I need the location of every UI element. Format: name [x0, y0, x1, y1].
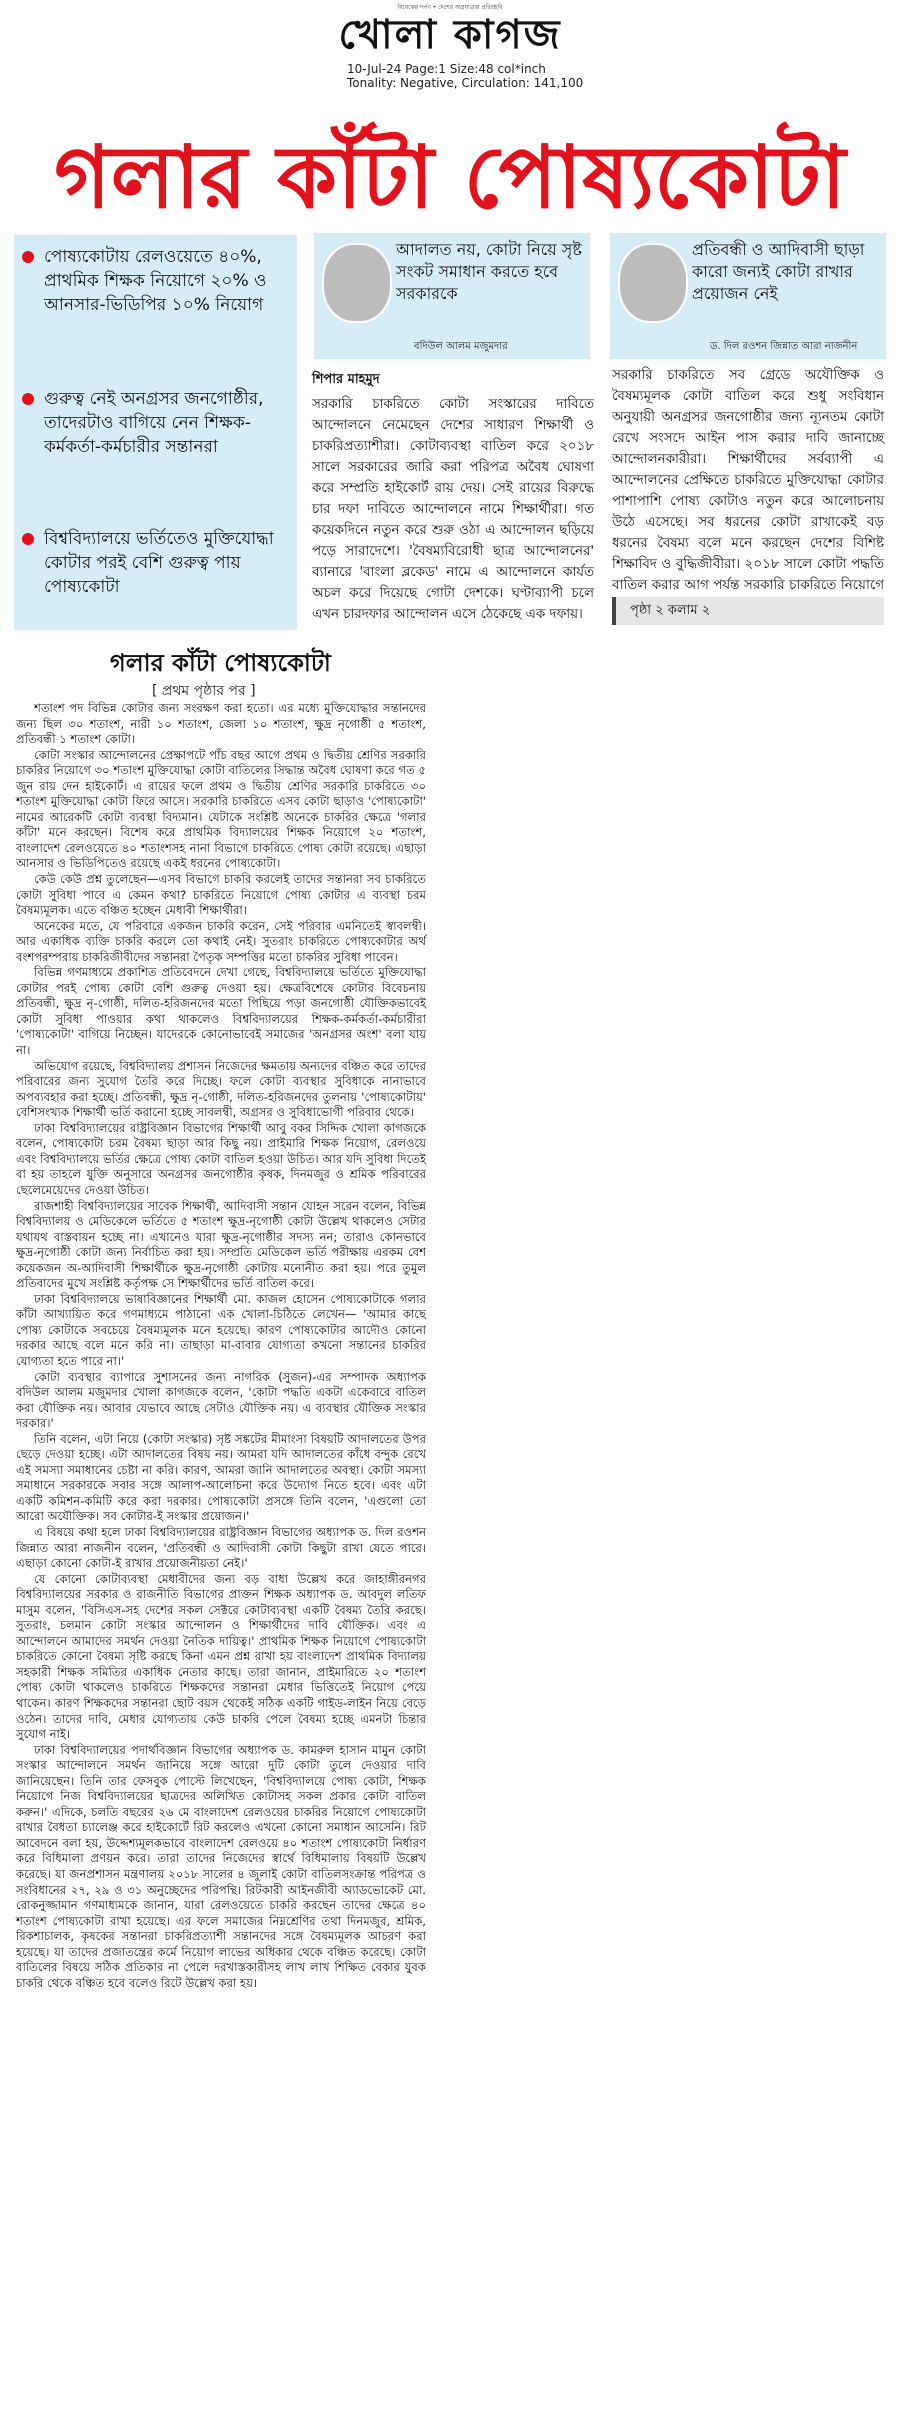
body-paragraph: ঢাকা বিশ্ববিদ্যালয়ে ভাষাবিজ্ঞানের শিক্ষার্থী মো. কাজল হোসেন পোষ্যকোটাকে গলার কাঁটা আখ্যায়িত করে গণমাধ্যমে পাঠানো এক খোলা-চিঠিতে লেখেন— 'আমার কাছে পোষ্য কোটাকে সবচেয়ে বৈষম্যমূলক মনে হয়েছে। কারণ পোষ্যকোটার আদৌও কোনো দরকার আছে বলে মনে করি না। তাছাড়া মা-বাবার যোগ্যতা কখনো সন্তানের চাকরির যোগ্যতা হতে পারে না।'	[16, 1291, 426, 1368]
body-paragraph: কোটা ব্যবস্থার ব্যাপারে সুশাসনের জন্য নাগরিক (সুজন)-এর সম্পাদক অধ্যাপক বদিউল আলম মজুমদার খোলা কাগজকে বলেন, 'কোটা পদ্ধতি একটা একেবারে বাতিল করা যৌক্তিক নয়। আবার যেভাবে আছে সেটাও যৌক্তিক নয়। এ ব্যবস্থার যৌক্তিক সংস্কার দরকার।'	[16, 1369, 426, 1431]
quote-name: ড. দিল রওশন জিন্নাত আরা নাজনীন	[710, 341, 858, 352]
body-paragraph: কেউ কেউ প্রশ্ন তুলেছেন—এসব বিভাগে চাকরি করলেই তাদের সন্তানরা সব চাকরিতে কোটা সুবিধা পাবে এ কেমন কথা? চাকরিতে নিয়োগে পোষ্য কোটার এ ব্যবস্থা চরম বৈষম্যমূলক। এতে বঞ্চিত হচ্ছেন মেধাবী শিক্ষার্থীরা।	[16, 872, 426, 918]
headline: গলার কাঁটা পোষ্যকোটা	[54, 128, 846, 228]
body-paragraph: বিভিন্ন গণমাধ্যমে প্রকাশিত প্রতিবেদনে দেখা গেছে, বিশ্ববিদ্যালয়ে ভর্তিতে মুক্তিযোদ্ধা কোটার পরই পোষ্য কোটা বেশি গুরুত্ব দেওয়া হয়। ক্ষেত্রবিশেষে কোটার বিবেচনায় প্রতিবন্ধী, ক্ষুদ্র নৃ-গোষ্ঠী, দলিত-হরিজনদের মতো পিছিয়ে পড়া জনগোষ্ঠী যৌক্তিকভাবেই কোটা সুবিধা পাওয়ার কথা থাকলেও বিশ্ববিদ্যালয়ের শিক্ষক-কর্মকর্তা-কর্মচারীরা 'পোষ্যকোটা' বাগিয়ে নিচ্ছেন। যাদেরকে কোনোভাবেই সমাজের 'অনগ্রসর অংশ' বলা যায় না।	[16, 965, 426, 1058]
clipping-meta-line-1: 10-Jul-24 Page:1 Size:48 col*inch	[347, 62, 546, 76]
bullet-icon	[22, 533, 34, 545]
continued-note: পৃষ্ঠা ২ কলাম ২	[612, 597, 884, 625]
clipping-meta	[347, 62, 583, 90]
body-paragraph: ঢাকা বিশ্ববিদ্যালয়ের রাষ্ট্রবিজ্ঞান বিভাগের শিক্ষার্থী আবু বকর সিদ্দিক খোলা কাগজকে বলেন, পোষ্যকোটা চরম বৈষম্য ছাড়া আর কিছু নয়। প্রাইমারি শিক্ষক নিয়োগ, রেলওয়ে এবং বিশ্ববিদ্যালয়ে ভর্তির ক্ষেত্রে পোষ্য কোটা বাতিল হওয়া উচিত। আর যদি সুবিধা দিতেই বা হয় তাহলে যুক্তি অনুসারে অনগ্রসর জনগোষ্ঠীর কৃষক, দিনমজুর ও শ্রমিক পরিবারের ছেলেমেয়েদের দেওয়া উচিত।	[16, 1120, 426, 1197]
intro-column-2: সরকারি চাকরিতে সব গ্রেডে অযৌক্তিক ও বৈষম্যমূলক কোটা বাতিল করে শুধু সংবিধান অনুযায়ী অনগ্রসর জনগোষ্ঠীর জন্য ন্যূনতম কোটা রেখে সংসদে আইন পাস করার দাবি জানাচ্ছে আন্দোলনকারীরা। শিক্ষার্থীদের সর্বব্যাপী এ আন্দোলনের প্রেক্ষিতে চাকরিতে মুক্তিযোদ্ধা কোটার পাশাপাশি পোষ্য কোটাও নতুন করে আলোচনায় উঠে এসেছে। সব ধরনের কোটা রাখাকেই বড় ধরনের বৈষম্য বলে মনে করছেন দেশের বিশিষ্ট শিক্ষাবিদ ও বুদ্ধিজীবীরা। ২০১৮ সালে কোটা পদ্ধতি বাতিল করার আগ পর্যন্ত সরকারি চাকরিতে নিয়োগে	[612, 368, 884, 593]
quote-name: বদিউল আলম মজুমদার	[414, 341, 508, 352]
highlights-panel	[14, 235, 297, 630]
masthead	[290, 2, 610, 60]
body-paragraph: অভিযোগ রয়েছে, বিশ্ববিদ্যালয় প্রশাসন নিজেদের ক্ষমতায় অন্যদের বঞ্চিত করে তাদের পরিবারের জন্য সুযোগ তৈরি করে দিচ্ছে। ফলে কোটা ব্যবস্থার সুবিধাকে নানাভাবে অপব্যবহার করা হচ্ছে। প্রতিবন্ধী, ক্ষুদ্র নৃ-গোষ্ঠী, দলিত-হরিজনদের তুলনায় 'পোষ্যকোটায়' বেশিসংখ্যক শিক্ষার্থী ভর্তি করানো হচ্ছে সাবলম্বী, অগ্রসর ও সুবিধাভোগী পরিবার থেকে।	[16, 1058, 426, 1120]
bullet-icon	[22, 251, 34, 263]
intro-column-1: সরকারি চাকরিতে কোটা সংস্কারের দাবিতে আন্দোলনে নেমেছেন দেশের সাধারণ শিক্ষার্থী ও চাকরিপ্রত্যাশীরা। কোটাব্যবস্থা বাতিল করে ২০১৮ সালে সরকারের জারি করা পরিপত্র অবৈধ ঘোষণা করে সম্প্রতি হাইকোর্ট রায় দেয়। সেই রায়ের বিরুদ্ধে চার দফা দাবিতে আন্দোলনে নামে শিক্ষার্থীরা। গত কয়েকদিনে নতুন করে শুরু ওঠা এ আন্দোলন ছড়িয়ে পড়ে সারাদেশে। 'বৈষম্যবিরোধী ছাত্র আন্দোলনের' ব্যানারে 'বাংলা ব্লকেড' নামে এ আন্দোলনে কার্যত অচল করে দিয়েছে গোটা দেশকে। ঘণ্টাব্যাপী চলে এখন চারদফার আন্দোলন এসে ঠেকেছে এক দফায়।	[312, 397, 594, 622]
highlight-text: গুরুত্ব নেই অনগ্রসর জনগোষ্ঠীর, তাদেরটাও বাগিয়ে নেন শিক্ষক-কর্মকর্তা-কর্মচারীর সন্তানরা	[44, 389, 264, 457]
bullet-icon	[22, 393, 34, 405]
article-body	[16, 701, 426, 1991]
quote-text: প্রতিবন্ধী ও আদিবাসী ছাড়া কারো জন্যই কোটা রাখার প্রয়োজন নেই	[692, 240, 865, 303]
quote-text: আদালত নয়, কোটা নিয়ে সৃষ্ট সংকট সমাধান করতে হবে সরকারকে	[396, 240, 582, 303]
highlight-item	[24, 387, 289, 459]
masthead-tagline: বিবেকের দর্পণ • দেশের অগ্রযাত্রার প্রতিচ্ছবি	[397, 4, 503, 11]
body-paragraph: কোটা সংস্কার আন্দোলনের প্রেক্ষাপটে পাঁচ বছর আগে প্রথম ও দ্বিতীয় শ্রেণির সরকারি চাকরির নিয়োগে ৩০ শতাংশ মুক্তিযোদ্ধা কোটা বাতিলের সিদ্ধান্ত অবৈধ ঘোষণা করে গত ৫ জুন রায় দেন হাইকোর্ট। এ রায়ের ফলে প্রথম ও দ্বিতীয় শ্রেণির সরকারি চাকরিতে ৩০ শতাংশ মুক্তিযোদ্ধা কোটা ফিরে আসে। সরকারি চাকরিতে এসব কোটা ছাড়াও 'পোষ্যকোটা' নামের আরেকটি কোটা ব্যবস্থা বিদ্যমান। যেটাকে সংশ্লিষ্ট অনেকে চাকরির ক্ষেত্রে 'গলার কাঁটা' মনে করছেন। বিশেষ করে প্রাথমিক বিদ্যালয়ের শিক্ষক নিয়োগে ২০ শতাংশ, বাংলাদেশ রেলওয়েতে ৪০ শতাংশসহ নানা বিভাগে চাকরিতে পোষ্য কোটা রয়েছে। এছাড়া আনসার ও ভিডিপিতেও রয়েছে একই ধরনের পোষ্যকোটা।	[16, 747, 426, 871]
body-paragraph: তিনি বলেন, এটা নিয়ে (কোটা সংস্কার) সৃষ্ট সঙ্কটের মীমাংসা বিষয়টি আদালতের উপর ছেড়ে দেওয়া হচ্ছে। এটা আদালতের বিষয় নয়। আমরা যদি আদালতের কাঁধে বন্দুক রেখে এই সমস্যা সমাধানের চেষ্টা না করি। কারণ, আমরা জানি আদালতের অবস্থা। কোটা সমস্যা সমাধানে সরকারকে সবার সঙ্গে আলাপ-আলোচনা করে উদ্যোগ নিতে হবে। এবং এটা একটি কমিশন-কমিটি করে করা দরকার। পোষ্যকোটা প্রসঙ্গে তিনি বলেন, 'এগুলো তো আরো অযৌক্তিক। সব কোটার-ই সংস্কার প্রয়োজন।'	[16, 1431, 426, 1524]
portrait-photo	[322, 243, 392, 323]
body-paragraph: এ বিষয়ে কথা হলে ঢাকা বিশ্ববিদ্যালয়ের রাষ্ট্রবিজ্ঞান বিভাগের অধ্যাপক ড. দিল রওশন জিন্নাত আরা নাজনীন বলেন, 'প্রতিবন্ধী ও আদিবাসী কোটা কিছুটা রাখা যেতে পারে। এছাড়া কোনো কোটা-ই রাখার প্রয়োজনীয়তা নেই।'	[16, 1524, 426, 1571]
body-paragraph: অনেকের মতে, যে পরিবারে একজন চাকরি করেন, সেই পরিবার এমনিতেই স্বাবলম্বী। আর একাধিক ব্যক্তি চাকরি করলে তো কথাই নেই। সুতরাং চাকরিতে পোষ্যকোটার অর্থ বংশপরম্পরায় চাকরিজীবীদের সন্তানরা পৈতৃক সম্পত্তির মতো চাকরির সুবিধা পাবেন।	[16, 918, 426, 964]
highlight-item	[24, 527, 289, 599]
continuation-subtitle: [ প্রথম পৃষ্ঠার পর ]	[152, 683, 256, 699]
clipping-meta-line-2: Tonality: Negative, Circulation: 141,100	[347, 76, 584, 90]
continuation-title: গলার কাঁটা পোষ্যকোটা	[110, 649, 331, 677]
highlight-text: বিশ্ববিদ্যালয়ে ভর্তিতেও মুক্তিযোদ্ধা কোটার পরই বেশি গুরুত্ব পায় পোষ্যকোটা	[44, 529, 274, 597]
byline: শিপার মাহমুদ	[312, 372, 380, 387]
quote-box	[314, 233, 590, 359]
quote-box	[610, 233, 886, 359]
body-paragraph: ঢাকা বিশ্ববিদ্যালয়ের পদার্থবিজ্ঞান বিভাগের অধ্যাপক ড. কামরুল হাসান মামুন কোটা সংস্কার আন্দোলনে সমর্থন জানিয়ে সঙ্গে আরো দুটি কোটা তুলে দেওয়ার দাবি জানিয়েছেন। তিনি তার ফেসবুক পোস্টে লিখেছেন, 'বিশ্ববিদ্যালয়ে পোষ্য কোটা, শিক্ষক নিয়োগে নিজ বিশ্ববিদ্যালয়ের ছাত্রদের অলিখিত কোটাসহ সকল প্রকার কোটা বাতিল করুন।' এদিকে, চলতি বছরের ২৬ মে বাংলাদেশ রেলওয়ের চাকরির নিয়োগে পোষ্যকোটা রাখার বৈধতা চ্যালেঞ্জ করে হাইকোর্টে রিট করলেও এখনো কোনো সমাধান আসেনি। রিট আবেদনে বলা হয়, উদ্দেশ্যমূলকভাবে বাংলাদেশ রেলওয়ে ৪০ শতাংশ পোষ্যকোটা নির্ধারণ করে বিধিমালা প্রণয়ন করে। তারা তাদের নিজেদের স্বার্থে বিধিমালায় বিষয়টি উল্লেখ করেছে। যা জনপ্রশাসন মন্ত্রণালয় ২০১৮ সালের ৪ জুলাই কোটা বাতিলসংক্রান্ত পরিপত্র ও সংবিধানের ২৭, ২৯ ও ৩১ অনুচ্ছেদের পরিপন্থি। রিটকারী আইনজীবী অ্যাডভোকেট মো. রোকনুজ্জামান গণমাধ্যমকে জানান, যারা রেলওয়েতে চাকরি করছেন তাদের ক্ষেত্রে ৪০ শতাংশ পোষ্যকোটা রাখা হয়েছে। এর ফলে সমাজের নিম্নশ্রেণির তথা দিনমজুর, শ্রমিক, রিকশাচালক, কৃষকের সন্তানরা চাকরিপ্রত্যাশী সন্তানদের সঙ্গে বৈষম্যমূলক আচরণ করা হয়েছে। যা তাদের প্রজাতন্ত্রের কর্মে নিয়োগ লাভের অধিকার থেকে বঞ্চিত করেছে। কোটা বাতিলের বিষয়ে সঠিক প্রতিকার না পেলে দরখাস্তকারীসহ লাখ লাখ শিক্ষিত বেকার যুবক চাকরি থেকে বঞ্চিত হবে বলেও রিটে উল্লেখ করা হয়।	[16, 1742, 426, 1990]
body-paragraph: শতাংশ পদ বিভিন্ন কোটার জন্য সংরক্ষণ করা হতো। এর মধ্যে মুক্তিযোদ্ধার সন্তানদের জন্য ছিল ৩০ শতাংশ, নারী ১০ শতাংশ, জেলা ১০ শতাংশ, ক্ষুদ্র নৃগোষ্ঠী ৫ শতাংশ, প্রতিবন্ধী ১ শতাংশ কোটা।	[16, 701, 426, 747]
portrait-photo	[618, 243, 688, 323]
highlight-text: পোষ্যকোটায় রেলওয়েতে ৪০%, প্রাথমিক শিক্ষক নিয়োগে ২০% ও আনসার-ভিডিপির ১০% নিয়োগ	[44, 247, 267, 315]
highlight-item	[24, 245, 289, 317]
newspaper-logo: খোলা কাগজ	[338, 11, 562, 58]
body-paragraph: যে কোনো কোটাব্যবস্থা মেধাবীদের জন্য বড় বাধা উল্লেখ করে জাহাঙ্গীরনগর বিশ্ববিদ্যালয়ের সরকার ও রাজনীতি বিভাগের প্রাক্তন শিক্ষক অধ্যাপক ড. আবদুল লতিফ মাসুম বলেন, 'বিসিএস-সহ দেশের সকল সেক্টরে কোটাব্যবস্থা একটি বৈষম্য তৈরি করছে। সুতরাং, চলমান কোটা সংস্কার আন্দোলন ও শিক্ষার্থীদের দাবি যৌক্তিক। এবং এ আন্দোলনে আমাদের সমর্থন দেওয়া নৈতিক দায়িত্ব।' প্রাথমিক শিক্ষক নিয়োগে পোষ্যকোটা চাকরিতে কোনো বৈষম্য সৃষ্টি করছে কিনা এমন প্রশ্ন রাখা হয় বাংলাদেশ প্রাথমিক বিদ্যালয় সহকারী শিক্ষক সমিতির একাধিক নেতার কাছে। তারা জানান, প্রাইমারিতে ২০ শতাংশ পোষ্য কোটা থাকলেও চাকরিতে শিক্ষকদের সন্তানরা মেধার ভিত্তিতেই নিয়োগ পেয়ে থাকেন। কারণ শিক্ষকদের সন্তানরা ছোট বয়স থেকেই সঠিক একটি গাইড-লাইন নিয়ে বেড়ে ওঠেন। তাদের দাবি, মেধার যোগ্যতায় কেউ চাকরি পেলে বৈষম্য হচ্ছে এমনটা চিন্তার সুযোগ নাই।	[16, 1571, 426, 1742]
body-paragraph: রাজশাহী বিশ্ববিদ্যালয়ের সাবেক শিক্ষার্থী, আদিবাসী সন্তান যোহন সরেন বলেন, বিভিন্ন বিশ্ববিদ্যালয় ও মেডিকেলে ভর্তিতে ৫ শতাংশ ক্ষুদ্র-নৃগোষ্ঠী কোটা উল্লেখ থাকলেও সেটার যথাযথ বাস্তবায়ন হচ্ছে না। এখানেও যারা ক্ষুদ্র-নৃগোষ্ঠীর সদস্য নন; তারাও কোনভাবে ক্ষুদ্র-নৃগোষ্ঠী কোটা জন্য নির্বাচিত করা হয়। সম্প্রতি মেডিকেল ভর্তি পরীক্ষায় এরকম বেশ কয়েকজন অ-আদিবাসী শিক্ষার্থীকে ক্ষুদ্র-নৃগোষ্ঠী কোটায় মনোনীত করা হয়। পরে তুমুল প্রতিবাদের মুখে সংশ্লিষ্ট কর্তৃপক্ষ সে শিক্ষার্থীদের ভর্তি বাতিল করে।	[16, 1198, 426, 1291]
